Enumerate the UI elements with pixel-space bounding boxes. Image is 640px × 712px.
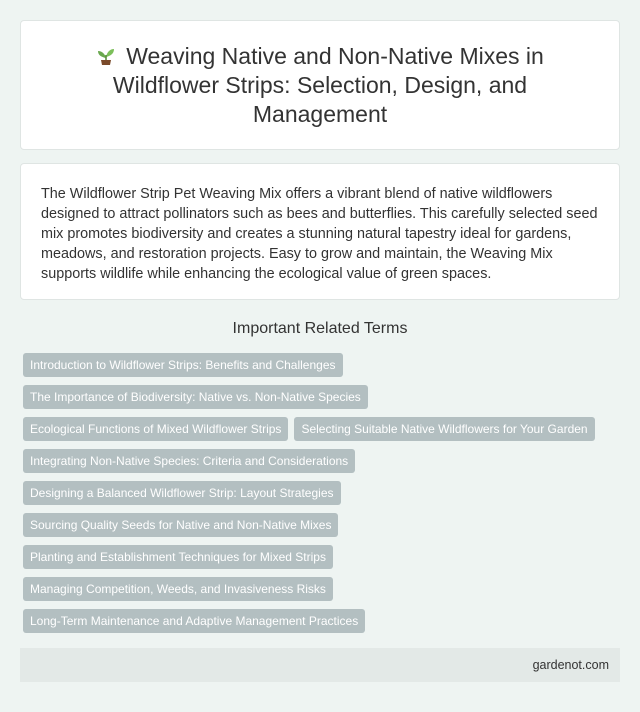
related-term-tag[interactable]: Selecting Suitable Native Wildflowers for Your Garden [294,417,594,441]
related-terms-heading: Important Related Terms [232,320,408,337]
related-term-tag[interactable]: Long-Term Maintenance and Adaptive Management Practices [23,609,365,633]
related-term-tag[interactable]: Sourcing Quality Seeds for Native and Non-Native Mixes [23,513,338,537]
sprout-icon [96,46,116,66]
related-term-tag[interactable]: Ecological Functions of Mixed Wildflower Strips [23,417,288,441]
related-term-tag[interactable]: Designing a Balanced Wildflower Strip: Layout Strategies [23,481,341,505]
related-term-tag[interactable]: The Importance of Biodiversity: Native vs. Non-Native Species [23,385,368,409]
page-title [50,42,590,129]
footer-site-name: gardenot.com [532,658,609,672]
related-term-tag[interactable]: Introduction to Wildflower Strips: Benefits and Challenges [23,353,343,377]
description-text: The Wildflower Strip Pet Weaving Mix offers a vibrant blend of native wildflowers designed to attract pollinators such as bees and butterflies. This carefully selected seed mix promotes biodiversity and creates a stunning natural tapestry ideal for gardens, meadows, and restoration projects. Easy to grow and maintain, the Weaving Mix supports wildlife while enhancing the ecological value of green spaces. [41,186,598,282]
title-card [20,20,620,150]
related-term-tag[interactable]: Planting and Establishment Techniques for Mixed Strips [23,545,333,569]
description-card [20,163,620,300]
footer-bar [20,648,620,682]
page-title-text: Weaving Native and Non-Native Mixes in Wildflower Strips: Selection, Design, and Management [112,42,544,127]
related-terms-list [23,353,623,633]
related-term-tag[interactable]: Integrating Non-Native Species: Criteria and Considerations [23,449,355,473]
related-term-tag[interactable]: Managing Competition, Weeds, and Invasiveness Risks [23,577,333,601]
